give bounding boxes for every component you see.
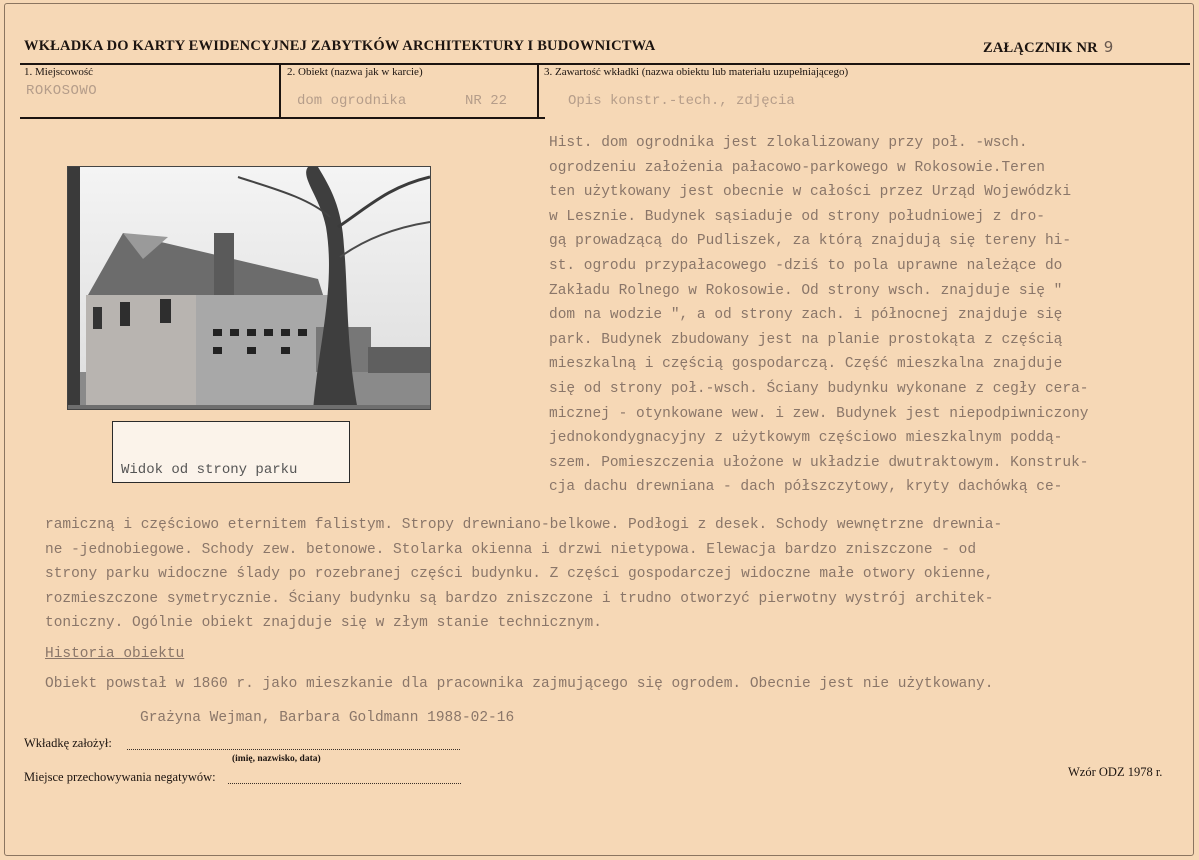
description-line: cja dachu drewniana - dach półszczytowy, kryty dachówką ce- xyxy=(549,479,1063,496)
description-line: park. Budynek zbudowany jest na planie prostokąta z częścią xyxy=(549,331,1063,348)
attachment-number-value: 9 xyxy=(1103,38,1114,56)
object-number: NR 22 xyxy=(465,93,508,109)
header-rule-top xyxy=(20,63,1190,65)
description-line: gą prowadzącą do Pudliszek, za którą znajdują się tereny hi- xyxy=(549,233,1072,250)
card-title: WKŁADKA DO KARTY EWIDENCYJNEJ ZABYTKÓW ARCHITEKTURY I BUDOWNICTWA xyxy=(24,38,656,54)
attachment-number xyxy=(983,38,1114,57)
description-line: ogrodzeniu założenia pałacowo-parkowego w Rokosowie.Teren xyxy=(549,159,1045,176)
house-photo-image xyxy=(68,167,431,410)
content-label: 3. Zawartość wkładki (nazwa obiektu lub materiału uzupełniającego) xyxy=(544,66,849,78)
description-line: ne -jednobiegowe. Schody zew. betonowe. Stolarka okienna i drzwi nietypowa. Elewacja bardzo zniszczone - od xyxy=(45,541,977,558)
description-line: micznej - otynkowane wew. i zew. Budynek jest niepodpiwniczony xyxy=(549,405,1089,422)
attachment-label: ZAŁĄCZNIK NR xyxy=(983,40,1098,56)
location-value: ROKOSOWO xyxy=(26,83,98,99)
description-line: mieszkalną i częścią gospodarczą. Część mieszkalna znajduje xyxy=(549,356,1063,373)
created-by-hint: (imię, nazwisko, data) xyxy=(232,754,321,764)
description-line: dom na wodzie ", a od strony zach. i północnej znajduje się xyxy=(549,307,1063,324)
object-value: dom ogrodnika xyxy=(297,93,407,109)
photo-caption-box xyxy=(112,421,350,483)
field-divider-1 xyxy=(279,63,281,118)
description-line: się od strony poł.-wsch. Ściany budynku wykonane z cegły cera- xyxy=(549,381,1089,397)
description-line: Zakładu Rolnego w Rokosowie. Od strony wsch. znajduje się " xyxy=(549,282,1063,299)
description-line: strony parku widoczne ślady po rozebranej części budynku. Z części gospodarczej widoczne małe otwory okienne, xyxy=(45,566,994,583)
description-line: w Lesznie. Budynek sąsiaduje od strony południowej z dro- xyxy=(549,208,1045,225)
description-line: ten użytkowany jest obecnie w całości przez Urząd Wojewódzki xyxy=(549,184,1072,201)
description-line: rozmieszczone symetrycznie. Ściany budynku są bardzo zniszczone i trudno otworzyć pierwotny wystrój architek- xyxy=(45,590,994,607)
created-by-line xyxy=(127,748,460,750)
house-photo xyxy=(67,166,431,410)
header-rule-bottom xyxy=(20,117,545,119)
negatives-label: Miejsce przechowywania negatywów: xyxy=(24,770,216,784)
form-reference: Wzór ODZ 1978 r. xyxy=(1068,765,1163,779)
content-value: Opis konstr.-tech., zdjęcia xyxy=(568,93,795,109)
object-label: 2. Obiekt (nazwa jak w karcie) xyxy=(287,66,423,78)
description-line: jednokondygnacyjny z użytkowym częściowo mieszkalnym poddą- xyxy=(549,430,1063,447)
field-divider-2 xyxy=(537,63,539,118)
history-heading: Historia obiektu xyxy=(45,646,185,662)
description-line: toniczny. Ogólnie obiekt znajduje się w złym stanie technicznym. xyxy=(45,615,602,632)
created-by-label: Wkładkę założył: xyxy=(24,736,112,750)
description-line: Hist. dom ogrodnika jest zlokalizowany przy poł. -wsch. xyxy=(549,135,1028,151)
description-line: st. ogrodu przypałacowego -dziś to pola uprawne należące do xyxy=(549,258,1063,274)
description-line: ramiczną i częściowo eternitem falistym. Stropy drewniano-belkowe. Podłogi z desek. Schody wewnętrzne drewnia- xyxy=(45,517,1003,533)
negatives-line xyxy=(228,782,461,784)
history-text: Obiekt powstał w 1860 r. jako mieszkanie dla pracownika zajmującego się ogrodem. Obecnie jest nie użytkowany. xyxy=(45,676,994,692)
location-label: 1. Miejscowość xyxy=(24,66,94,78)
authors-signature: Grażyna Wejman, Barbara Goldmann 1988-02-16 xyxy=(140,710,515,726)
description-line: szem. Pomieszczenia ułożone w układzie dwutraktowym. Konstruk- xyxy=(549,454,1089,471)
photo-caption: Widok od strony parku xyxy=(121,462,298,478)
